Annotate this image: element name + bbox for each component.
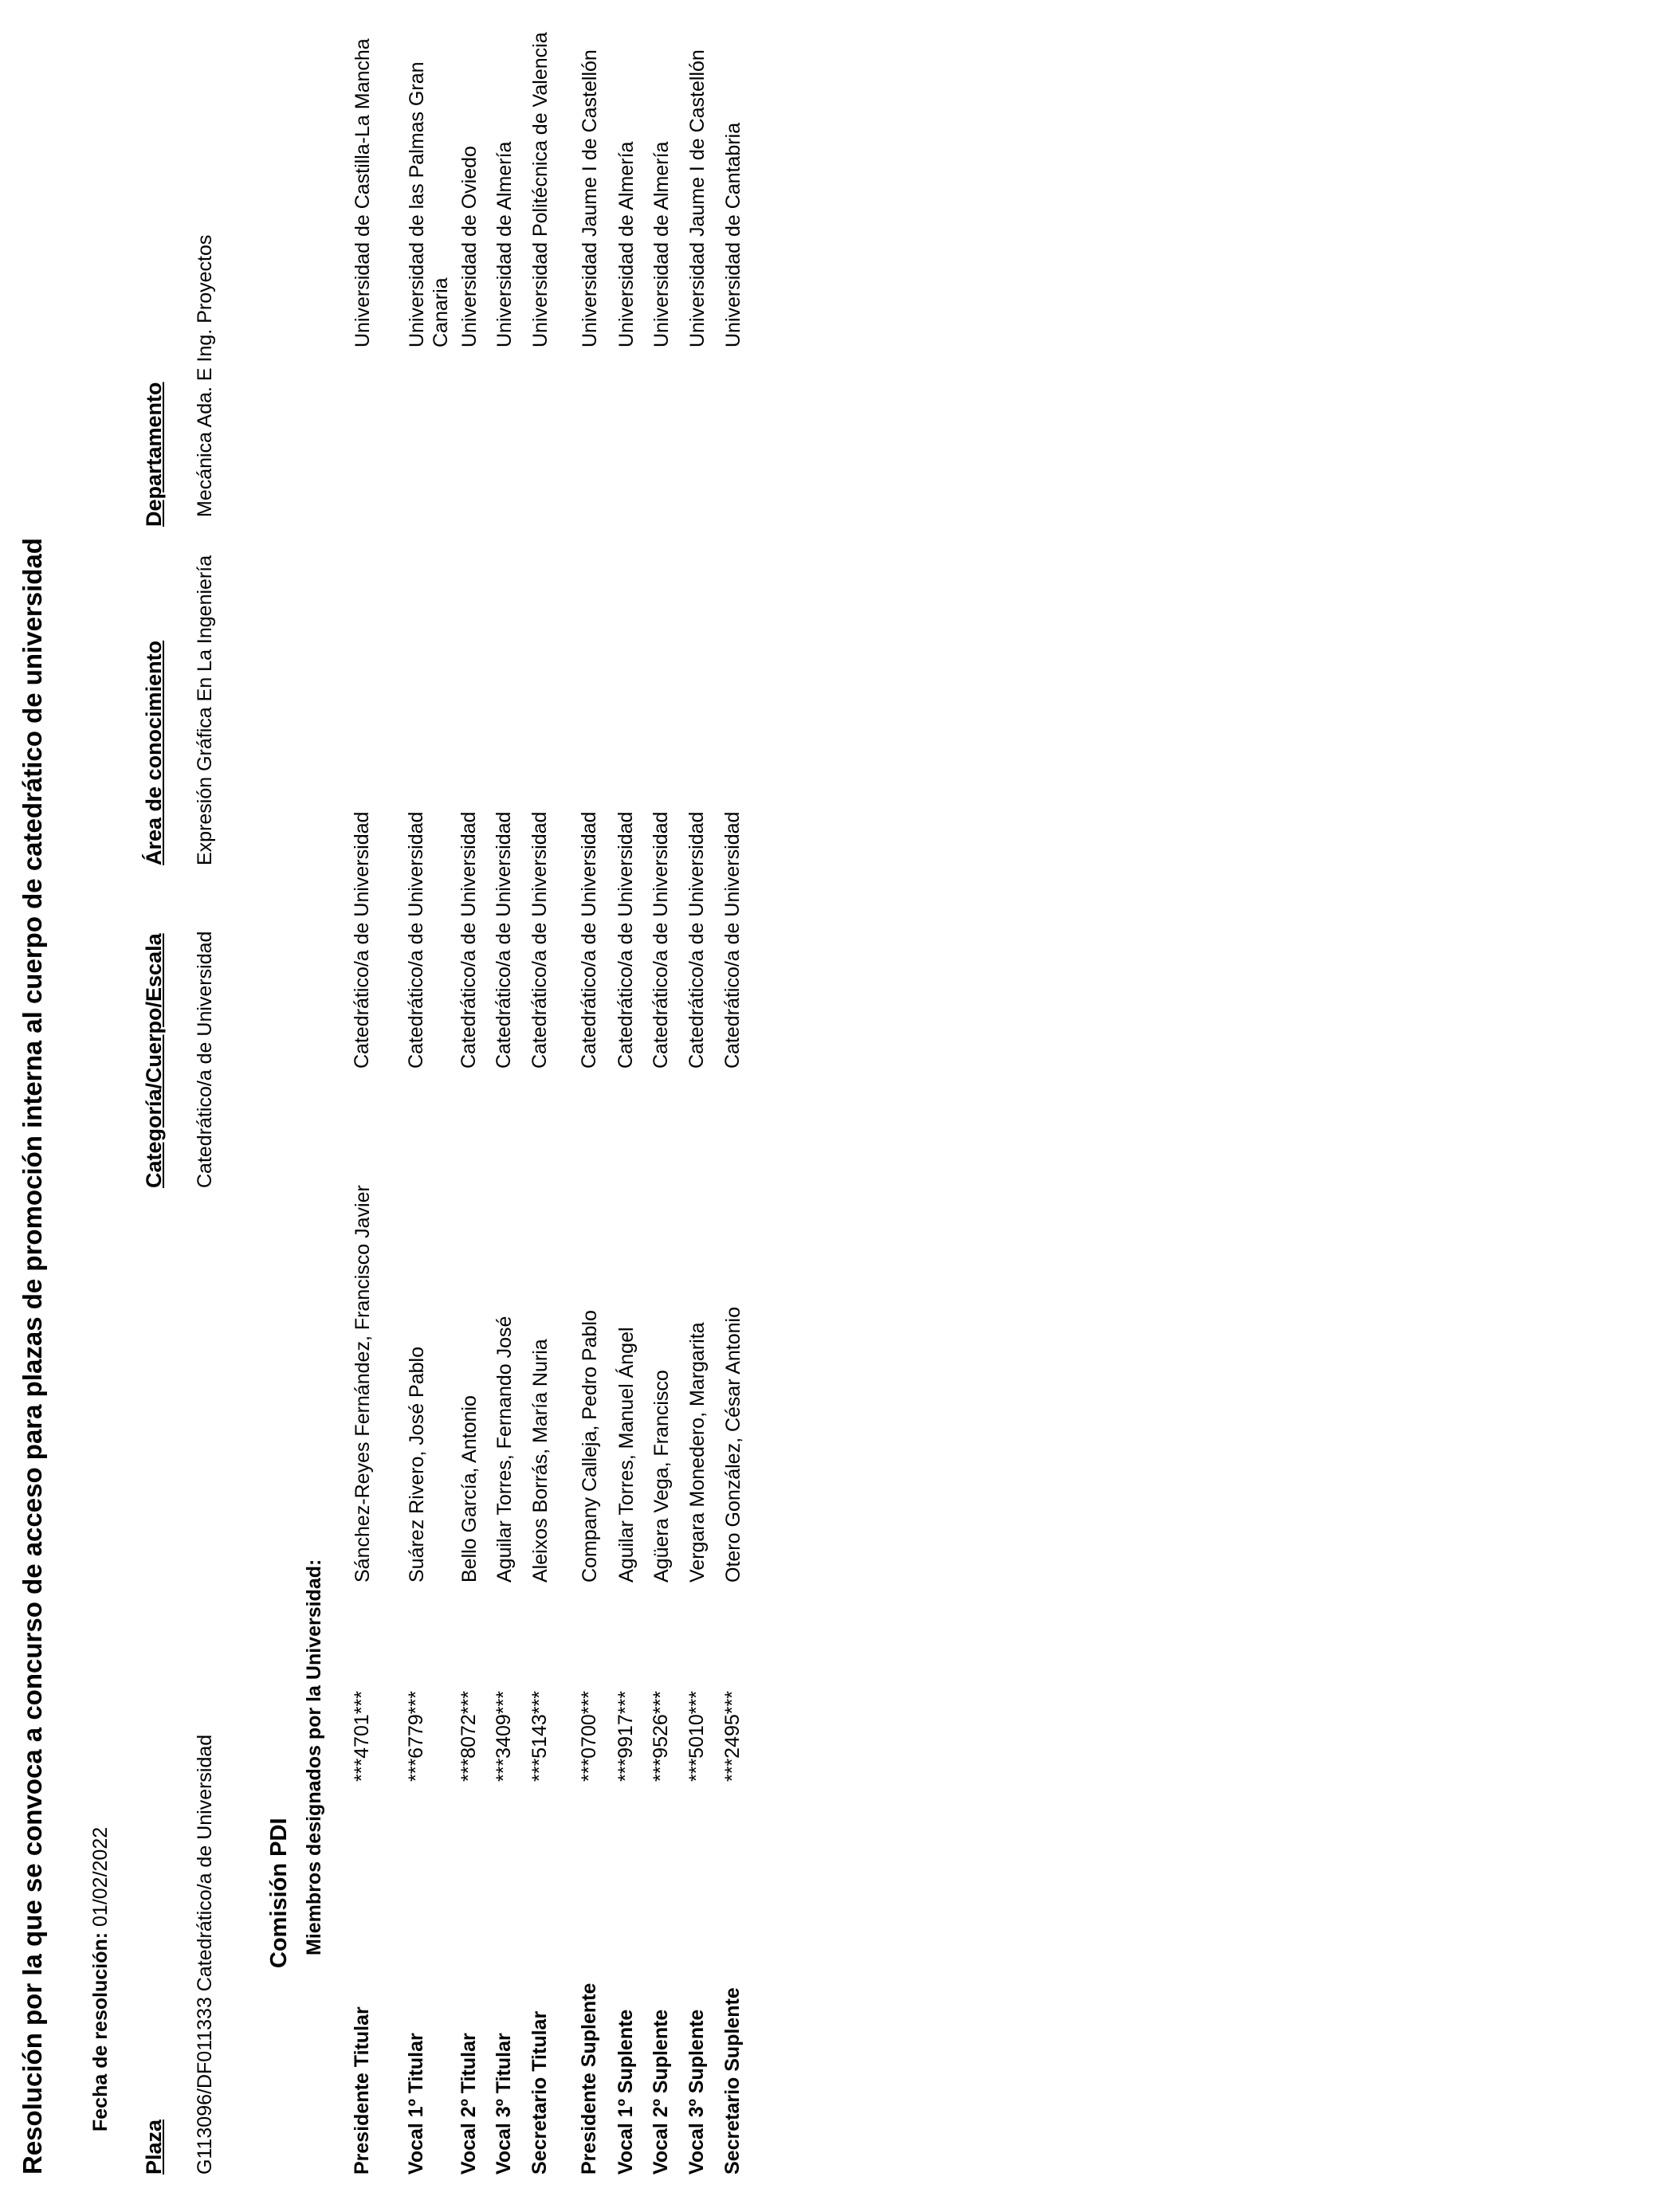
member-categoria: Catedrático/a de Universidad (650, 811, 672, 1069)
member-role: Vocal 3º Titular (493, 2033, 515, 2175)
member-universidad: Universidad de las Palmas Gran Canaria (406, 61, 452, 347)
member-universidad: Universidad de Cantabria (722, 122, 744, 347)
member-dni: ***5010*** (685, 1691, 708, 1782)
member-role: Vocal 1º Titular (405, 2033, 427, 2175)
member-name: Otero González, César Antonio (722, 1306, 744, 1583)
member-categoria: Catedrático/a de Universidad (493, 811, 515, 1069)
member-categoria: Catedrático/a de Universidad (458, 811, 480, 1069)
member-dni: ***6779*** (405, 1691, 427, 1782)
fecha-label: Fecha de resolución: (89, 1932, 112, 2132)
member-universidad: Universidad de Castilla-La Mancha (351, 38, 374, 347)
document-title: Resolución por la que se convoca a concurso de acceso para plazas de promoción interna al cuerpo de catedrático de universidad (18, 538, 47, 2175)
member-dni: ***3409*** (493, 1691, 515, 1782)
header-area: Área de conocimiento (142, 640, 166, 865)
header-categoria: Categoría/Cuerpo/Escala (142, 933, 166, 1188)
member-universidad: Universidad de Almería (615, 141, 638, 347)
member-role: Presidente Suplente (578, 1983, 600, 2175)
plaza-codigo: G113096/DF011333 Catedrático/a de Universidad (194, 1734, 216, 2175)
member-role: Vocal 1º Suplente (615, 2009, 637, 2175)
member-role: Vocal 2º Titular (458, 2033, 480, 2175)
member-name: Sánchez-Reyes Fernández, Francisco Javier (351, 1185, 374, 1583)
member-dni: ***9917*** (615, 1691, 637, 1782)
comision-subtitle: Miembros designados por la Universidad: (303, 1559, 325, 1955)
member-dni: ***4701*** (351, 1691, 373, 1782)
comision-title: Comisión PDI (266, 1818, 292, 1968)
plaza-area: Expresión Gráfica En La Ingeniería (194, 555, 216, 865)
member-role: Presidente Titular (351, 2006, 373, 2175)
header-departamento: Departamento (142, 382, 166, 527)
member-universidad: Universidad Jaume I de Castellón (579, 49, 601, 347)
plaza-categoria: Catedrático/a de Universidad (194, 931, 216, 1188)
member-categoria: Catedrático/a de Universidad (351, 811, 373, 1069)
header-plaza: Plaza (142, 2119, 166, 2175)
member-dni: ***5143*** (528, 1691, 551, 1782)
member-name: Bello García, Antonio (458, 1395, 481, 1583)
fecha-resolucion (89, 1827, 112, 2132)
member-dni: ***9526*** (650, 1691, 672, 1782)
member-name: Aleixos Borrás, María Nuria (529, 1339, 552, 1583)
member-name: Aguilar Torres, Manuel Ángel (615, 1327, 638, 1583)
member-universidad: Universidad de Almería (650, 141, 673, 347)
member-universidad: Universidad de Oviedo (458, 146, 481, 347)
member-universidad: Universidad Politécnica de Valencia (529, 32, 552, 347)
member-categoria: Catedrático/a de Universidad (721, 811, 744, 1069)
member-name: Agüera Vega, Francisco (650, 1370, 673, 1583)
member-role: Vocal 3º Suplente (685, 2009, 708, 2175)
member-categoria: Catedrático/a de Universidad (578, 811, 600, 1069)
member-universidad: Universidad de Almería (493, 141, 516, 347)
fecha-value: 01/02/2022 (89, 1826, 112, 1927)
member-categoria: Catedrático/a de Universidad (405, 811, 427, 1069)
member-role: Vocal 2º Suplente (650, 2009, 672, 2175)
plaza-departamento: Mecánica Ada. E Ing. Proyectos (194, 234, 216, 517)
member-categoria: Catedrático/a de Universidad (615, 811, 637, 1069)
member-dni: ***0700*** (578, 1691, 600, 1782)
member-name: Aguilar Torres, Fernando José (493, 1316, 516, 1583)
member-name: Company Calleja, Pedro Pablo (579, 1310, 601, 1583)
member-role: Secretario Suplente (721, 1987, 744, 2175)
member-dni: ***8072*** (458, 1691, 480, 1782)
member-role: Secretario Titular (528, 2010, 551, 2175)
member-dni: ***2495*** (721, 1691, 744, 1782)
member-name: Vergara Monedero, Margarita (686, 1322, 709, 1583)
member-categoria: Catedrático/a de Universidad (528, 811, 551, 1069)
member-name: Suárez Rivero, José Pablo (406, 1347, 428, 1583)
member-universidad: Universidad Jaume I de Castellón (686, 49, 709, 347)
member-categoria: Catedrático/a de Universidad (685, 811, 708, 1069)
